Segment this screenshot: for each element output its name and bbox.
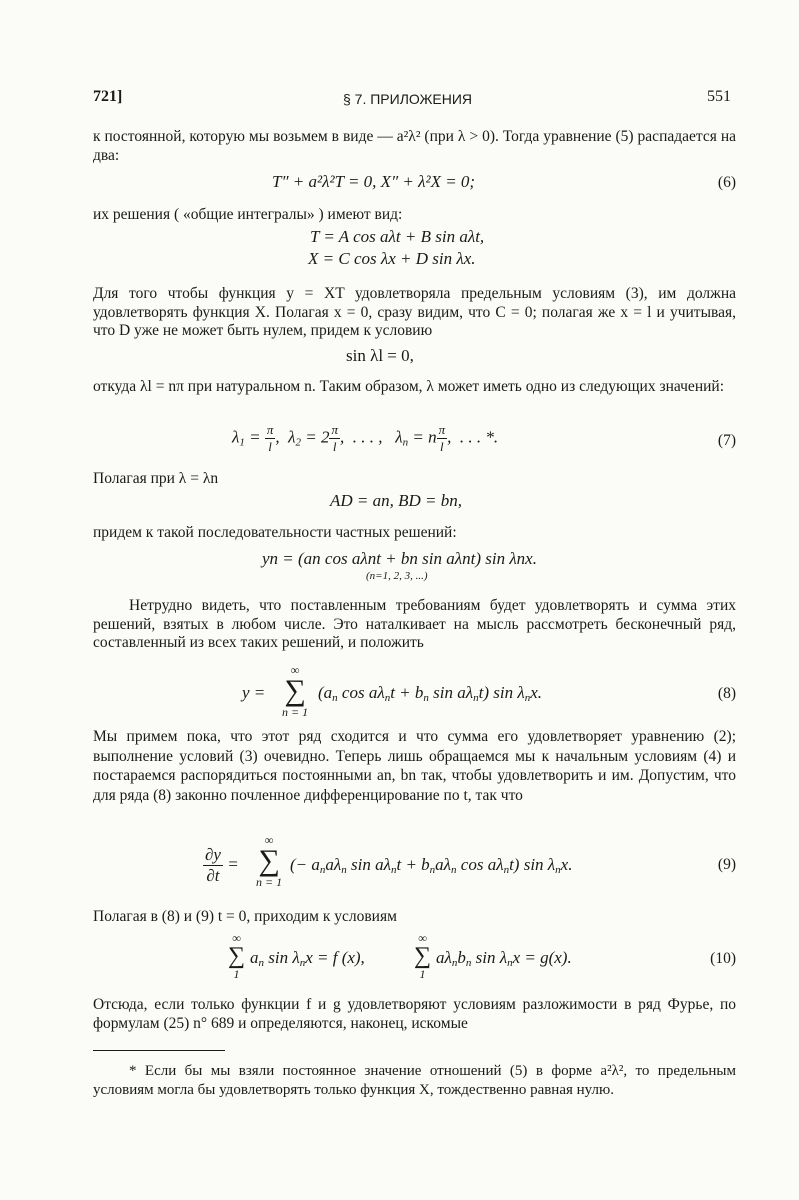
paragraph-7: Нетрудно видеть, что поставленным требованиям будет удовлетворять и сумма этих решений, взятых в любом числе. Это наталкивает на мысль рассмотреть бесконечный ряд, составленный из всех таких решений, и положить bbox=[93, 597, 736, 651]
paragraph-9: Полагая в (8) и (9) t = 0, приходим к условиям bbox=[93, 908, 397, 925]
page-number: 551 bbox=[707, 88, 731, 105]
equation-yn-range: (n=1, 2, 3, ...) bbox=[366, 570, 428, 582]
paragraph-6: придем к такой последовательности частных решений: bbox=[93, 524, 457, 541]
paragraph-1: к постоянной, которую мы возьмем в виде — a²λ² (при λ > 0). Тогда уравнение (5) распадается на два: bbox=[93, 128, 736, 164]
equation-10-left: $a_n$ $\sin \lambda_nx = f$ (x), bbox=[250, 948, 365, 969]
equation-AD-BD: AD = an, BD = bn, bbox=[330, 491, 463, 510]
paragraph-4: откуда λl = nπ при натуральном n. Таким образом, λ может иметь одно из следующих значений: bbox=[93, 378, 725, 395]
equation-10-right: $a\lambda_nb_n$ $\sin \lambda_nx = g(x)$. bbox=[436, 948, 572, 969]
section-number: 721] bbox=[93, 88, 123, 105]
equation-9-lhs: $\frac{\partial y}{\partial t}$ = bbox=[205, 845, 239, 885]
running-title: § 7. ПРИЛОЖЕНИЯ bbox=[343, 91, 473, 107]
equation-7-number: (7) bbox=[717, 432, 736, 449]
integral-X: X = C cos λx + D sin λx. bbox=[308, 249, 476, 268]
equation-9-number: (9) bbox=[717, 856, 736, 873]
paragraph-2: их решения ( «общие интегралы» ) имеют вид: bbox=[93, 206, 403, 223]
integral-T: T = A cos aλt + B sin aλt, bbox=[310, 227, 485, 246]
paragraph-10: Отсюда, если только функции f и g удовлетворяют условиям разложимости в ряд Фурье, по формулам (25) n° 689 и определяются, наконец, искомые bbox=[93, 996, 736, 1032]
sum-sign-8: ∞ ∑ n = 1 bbox=[282, 663, 309, 719]
sum-sign-9: ∞ ∑ n = 1 bbox=[256, 833, 283, 889]
sum-sign-10b: ∞ ∑ 1 bbox=[414, 931, 432, 981]
footnote-rule bbox=[93, 1050, 225, 1051]
equation-6-number: (6) bbox=[717, 174, 736, 191]
paragraph-5: Полагая при λ = λn bbox=[93, 470, 219, 487]
sum-sign-10a: ∞ ∑ 1 bbox=[228, 931, 246, 981]
equation-10-number: (10) bbox=[710, 950, 736, 967]
equation-9-body: (− $a_na\lambda_n$ $\sin a\lambda_nt + b_na\lambda_n$ $\cos a\lambda_nt$) $\sin \lambda_nx$. bbox=[290, 855, 573, 876]
equation-8-body: ($a_n$ $\cos a\lambda_nt + b_n$ $\sin a\lambda_nt$) $\sin \lambda_nx$. bbox=[318, 683, 542, 704]
paragraph-3: Для того чтобы функция y = XT удовлетворяла предельным условиям (3), им должна удовлетворять функция X. Полагая x = 0, сразу видим, что C = 0; полагая же x = l и учитывая, что D уже не может быть нулем, придем к условию bbox=[93, 285, 736, 339]
condition-sin: sin λl = 0, bbox=[346, 346, 414, 365]
paragraph-8: Мы примем пока, что этот ряд сходится и что сумма его удовлетворяет уравнению (2); выполнение условий (3) очевидно. Теперь лишь обращаемся мы к начальным условиям (4) и постараемся распорядиться постоянными an, bn так, чтобы удовлетворить и им. Допустим, что для ряда (8) законно почленное дифференцирование по t, так что bbox=[93, 728, 736, 804]
equation-6: T″ + a²λ²T = 0, X″ + λ²X = 0; bbox=[272, 172, 476, 191]
equation-yn: yn = (an cos aλnt + bn sin aλnt) sin λnx. bbox=[262, 549, 537, 568]
equation-8-number: (8) bbox=[717, 685, 736, 702]
footnote: * Если бы мы взяли постоянное значение отношений (5) в форме a²λ², то предельным условиям могла бы удовлетворять только функция X, тождественно равная нулю. bbox=[93, 1063, 736, 1098]
equation-8-lhs: y = bbox=[242, 683, 266, 702]
equation-7: $\lambda_1$ = $\frac{\pi}{l}$ , $\lambda_2 = 2$ $\frac{\pi}{l}$ , . . . , $\lambda_n = n$ $\frac{\pi}{l}$ , . . . *. bbox=[232, 422, 499, 454]
